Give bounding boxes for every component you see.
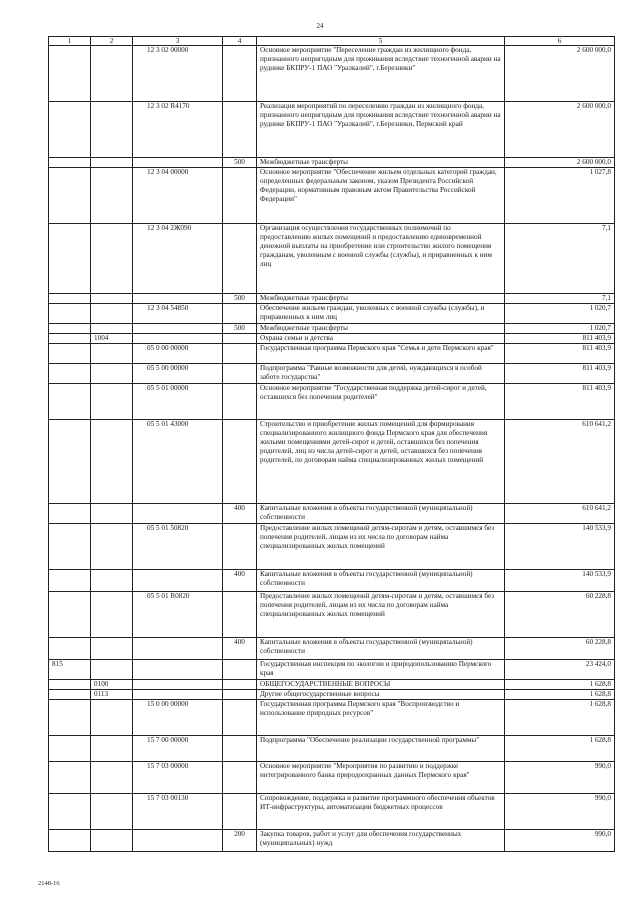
cell-ministry-code (49, 46, 91, 102)
cell-ministry-code (49, 638, 91, 660)
table-row (49, 830, 615, 852)
table-row (49, 168, 615, 224)
table-row (49, 736, 615, 762)
cell-amount: 1 020,7 (505, 304, 615, 324)
cell-expense-type (223, 304, 257, 324)
cell-expense-type (223, 680, 257, 690)
cell-section-code (91, 102, 133, 158)
cell-ministry-code (49, 524, 91, 570)
cell-target-article: 05 5 00 00000 (133, 364, 223, 384)
cell-ministry-code (49, 294, 91, 304)
cell-ministry-code (49, 384, 91, 420)
cell-description: Основное мероприятие "Обеспечение жильем отдельных категорий граждан, определенных федеральным законом, указом Президента Российской Федерации, нормативным правовым актом Правительства Российской Федерации" (257, 168, 505, 224)
cell-section-code (91, 384, 133, 420)
cell-section-code (91, 638, 133, 660)
cell-section-code (91, 46, 133, 102)
cell-expense-type: 400 (223, 504, 257, 524)
table-row (49, 762, 615, 794)
cell-ministry-code (49, 364, 91, 384)
cell-ministry-code (49, 794, 91, 830)
cell-ministry-code (49, 504, 91, 524)
cell-target-article (133, 690, 223, 700)
cell-description: Государственная программа Пермского края "Семья и дети Пермского края" (257, 344, 505, 364)
cell-target-article (133, 334, 223, 344)
cell-description: Межбюджетные трансферты (257, 294, 505, 304)
cell-target-article: 05 5 01 R0820 (133, 592, 223, 638)
cell-target-article: 15 0 00 00000 (133, 700, 223, 736)
cell-section-code: 0100 (91, 680, 133, 690)
cell-target-article (133, 324, 223, 334)
table-row (49, 660, 615, 680)
cell-section-code (91, 158, 133, 168)
table-row (49, 224, 615, 294)
cell-amount: 1 628,8 (505, 690, 615, 700)
table-row (49, 344, 615, 364)
cell-expense-type: 500 (223, 158, 257, 168)
table-row (49, 420, 615, 504)
table-row (49, 504, 615, 524)
cell-target-article (133, 680, 223, 690)
cell-expense-type (223, 46, 257, 102)
cell-section-code (91, 304, 133, 324)
table-row (49, 46, 615, 102)
cell-expense-type (223, 700, 257, 736)
table-row (49, 680, 615, 690)
table-row (49, 158, 615, 168)
cell-expense-type (223, 592, 257, 638)
cell-ministry-code (49, 700, 91, 736)
cell-target-article (133, 830, 223, 852)
cell-description: Закупка товаров, работ и услуг для обеспечения государственных (муниципальных) нужд (257, 830, 505, 852)
cell-section-code: 0113 (91, 690, 133, 700)
cell-amount: 60 228,8 (505, 638, 615, 660)
cell-ministry-code (49, 224, 91, 294)
cell-description: Подпрограмма "Равные возможности для детей, нуждающихся в особой заботе государства" (257, 364, 505, 384)
cell-description: Охрана семьи и детства (257, 334, 505, 344)
cell-description: Строительство и приобретение жилых помещений для формирования специализированного жилищного фонда Пермского края для обеспечения жилыми помещениями детей-сирот и детей, оставшихся без попечения родителей, лиц из числа детей-сирот и детей, оставшихся без попечения родителей, по договорам найма специализированных жилых помещений (257, 420, 505, 504)
page-number: 24 (316, 22, 324, 30)
cell-section-code (91, 570, 133, 592)
cell-description: Государственная программа Пермского края "Воспроизводство и использование природных ресурсов" (257, 700, 505, 736)
table-row (49, 304, 615, 324)
cell-section-code (91, 830, 133, 852)
cell-expense-type: 400 (223, 638, 257, 660)
cell-ministry-code (49, 830, 91, 852)
table-header-row (49, 37, 615, 46)
cell-expense-type (223, 762, 257, 794)
cell-target-article: 05 0 00 00000 (133, 344, 223, 364)
table-row (49, 592, 615, 638)
cell-target-article (133, 294, 223, 304)
header-col-1: 1 (49, 37, 91, 46)
cell-section-code (91, 294, 133, 304)
cell-amount: 2 600 000,0 (505, 102, 615, 158)
cell-description: Реализация мероприятий по переселению граждан из жилищного фонда, признанного непригодным для проживания вследствие техногенной аварии на руднике БКПРУ-1 ПАО "Уралкалий", г.Березники, Пермский край (257, 102, 505, 158)
cell-amount: 811 403,9 (505, 364, 615, 384)
cell-ministry-code: 815 (49, 660, 91, 680)
cell-ministry-code (49, 102, 91, 158)
cell-target-article (133, 660, 223, 680)
cell-section-code (91, 700, 133, 736)
cell-ministry-code (49, 592, 91, 638)
cell-amount: 811 403,9 (505, 344, 615, 364)
cell-ministry-code (49, 344, 91, 364)
cell-amount: 990,0 (505, 830, 615, 852)
cell-description: Основное мероприятие "Государственная поддержка детей-сирот и детей, оставшихся без попечения родителей" (257, 384, 505, 420)
cell-target-article: 05 5 01 00000 (133, 384, 223, 420)
cell-amount: 140 533,9 (505, 524, 615, 570)
cell-description: Основное мероприятие "Переселение граждан из жилищного фонда, признанного непригодным для проживания вследствие техногенной аварии на руднике БКПРУ-1 ПАО "Уралкалий", г.Березники" (257, 46, 505, 102)
cell-description: Обеспечение жильем граждан, уволенных с военной службы (службы), и приравненных к ним лиц (257, 304, 505, 324)
cell-description: Предоставление жилых помещений детям-сиротам и детям, оставшимся без попечения родителей, лицам из их числа по договорам найма специализированных жилых помещений (257, 524, 505, 570)
cell-target-article: 05 5 01 50820 (133, 524, 223, 570)
table-row (49, 638, 615, 660)
cell-section-code (91, 660, 133, 680)
header-col-6: 6 (505, 37, 615, 46)
table-row (49, 364, 615, 384)
cell-section-code: 1004 (91, 334, 133, 344)
cell-target-article: 15 7 03 00130 (133, 794, 223, 830)
cell-description: Государственная инспекция по экологии и природопользованию Пермского края (257, 660, 505, 680)
cell-amount: 2 600 000,0 (505, 158, 615, 168)
table-row (49, 794, 615, 830)
table-body (49, 37, 615, 852)
header-col-2: 2 (91, 37, 133, 46)
header-col-5: 5 (257, 37, 505, 46)
cell-section-code (91, 794, 133, 830)
cell-section-code (91, 168, 133, 224)
cell-ministry-code (49, 334, 91, 344)
cell-description: Межбюджетные трансферты (257, 324, 505, 334)
cell-expense-type: 500 (223, 294, 257, 304)
cell-ministry-code (49, 736, 91, 762)
table-row (49, 334, 615, 344)
cell-expense-type: 200 (223, 830, 257, 852)
cell-ministry-code (49, 420, 91, 504)
cell-description: Капитальные вложения в объекты государственной (муниципальной) собственности (257, 570, 505, 592)
cell-description: Подпрограмма "Обеспечение реализации государственной программы" (257, 736, 505, 762)
table-row (49, 570, 615, 592)
cell-ministry-code (49, 690, 91, 700)
cell-target-article: 15 7 03 00000 (133, 762, 223, 794)
cell-expense-type (223, 736, 257, 762)
cell-expense-type (223, 420, 257, 504)
table-row (49, 700, 615, 736)
cell-target-article: 12 3 04 2Ж090 (133, 224, 223, 294)
cell-target-article: 12 3 02 R4170 (133, 102, 223, 158)
cell-amount: 990,0 (505, 794, 615, 830)
cell-expense-type (223, 224, 257, 294)
cell-expense-type: 500 (223, 324, 257, 334)
cell-description: Капитальные вложения в объекты государственной (муниципальной) собственности (257, 638, 505, 660)
cell-section-code (91, 324, 133, 334)
cell-amount: 2 600 000,0 (505, 46, 615, 102)
cell-target-article: 12 3 04 54850 (133, 304, 223, 324)
cell-amount: 610 641,2 (505, 420, 615, 504)
cell-amount: 7,1 (505, 294, 615, 304)
cell-section-code (91, 224, 133, 294)
cell-section-code (91, 524, 133, 570)
cell-expense-type (223, 168, 257, 224)
cell-expense-type (223, 384, 257, 420)
cell-description: Предоставление жилых помещений детям-сиротам и детям, оставшимся без попечения родителей, лицам из их числа по договорам найма специализированных жилых помещений (257, 592, 505, 638)
cell-target-article: 12 3 04 00000 (133, 168, 223, 224)
header-col-4: 4 (223, 37, 257, 46)
cell-amount: 23 424,0 (505, 660, 615, 680)
cell-expense-type (223, 660, 257, 680)
cell-section-code (91, 504, 133, 524)
cell-amount: 1 628,8 (505, 680, 615, 690)
cell-target-article (133, 570, 223, 592)
cell-target-article (133, 638, 223, 660)
cell-description: Капитальные вложения в объекты государственной (муниципальной) собственности (257, 504, 505, 524)
cell-amount: 811 403,9 (505, 384, 615, 420)
footer-code: 2148-16 (38, 880, 60, 887)
cell-expense-type (223, 364, 257, 384)
table-row (49, 384, 615, 420)
table-row (49, 102, 615, 158)
cell-expense-type (223, 344, 257, 364)
cell-amount: 1 628,8 (505, 736, 615, 762)
cell-section-code (91, 420, 133, 504)
cell-expense-type (223, 794, 257, 830)
cell-description: Организация осуществления государственных полномочий по предоставлению жилых помещений и предоставлению единовременной денежной выплаты на приобретение или строительство жилого помещения гражданам, уволенным с военной службы (службы), и приравненных к ним лиц (257, 224, 505, 294)
table-row (49, 324, 615, 334)
cell-ministry-code (49, 324, 91, 334)
cell-description: Основное мероприятие "Мероприятия по развитию и поддержке интегрированного банка природоохранных данных Пермского края" (257, 762, 505, 794)
cell-amount: 140 533,9 (505, 570, 615, 592)
cell-target-article: 15 7 00 00000 (133, 736, 223, 762)
cell-description: Межбюджетные трансферты (257, 158, 505, 168)
cell-section-code (91, 364, 133, 384)
cell-expense-type: 400 (223, 570, 257, 592)
cell-ministry-code (49, 168, 91, 224)
cell-amount: 1 020,7 (505, 324, 615, 334)
budget-table (48, 36, 615, 852)
cell-expense-type (223, 524, 257, 570)
cell-expense-type (223, 334, 257, 344)
cell-amount: 1 027,8 (505, 168, 615, 224)
cell-expense-type (223, 102, 257, 158)
cell-amount: 990,0 (505, 762, 615, 794)
table-row (49, 690, 615, 700)
cell-target-article: 12 3 02 00000 (133, 46, 223, 102)
cell-section-code (91, 592, 133, 638)
cell-expense-type (223, 690, 257, 700)
cell-ministry-code (49, 304, 91, 324)
cell-ministry-code (49, 762, 91, 794)
cell-amount: 811 403,9 (505, 334, 615, 344)
cell-section-code (91, 762, 133, 794)
cell-ministry-code (49, 680, 91, 690)
cell-target-article (133, 504, 223, 524)
cell-section-code (91, 736, 133, 762)
cell-target-article (133, 158, 223, 168)
table-row (49, 524, 615, 570)
cell-amount: 1 628,8 (505, 700, 615, 736)
cell-description: Сопровождение, поддержка и развитие программного обеспечения объектов ИТ-инфраструктуры, автоматизации бюджетных процессов (257, 794, 505, 830)
cell-description: Другие общегосударственные вопросы (257, 690, 505, 700)
header-col-3: 3 (133, 37, 223, 46)
cell-section-code (91, 344, 133, 364)
cell-description: ОБЩЕГОСУДАРСТВЕННЫЕ ВОПРОСЫ (257, 680, 505, 690)
cell-amount: 60 228,8 (505, 592, 615, 638)
cell-ministry-code (49, 570, 91, 592)
cell-amount: 7,1 (505, 224, 615, 294)
table-row (49, 294, 615, 304)
cell-ministry-code (49, 158, 91, 168)
cell-target-article: 05 5 01 43000 (133, 420, 223, 504)
cell-amount: 610 641,2 (505, 504, 615, 524)
